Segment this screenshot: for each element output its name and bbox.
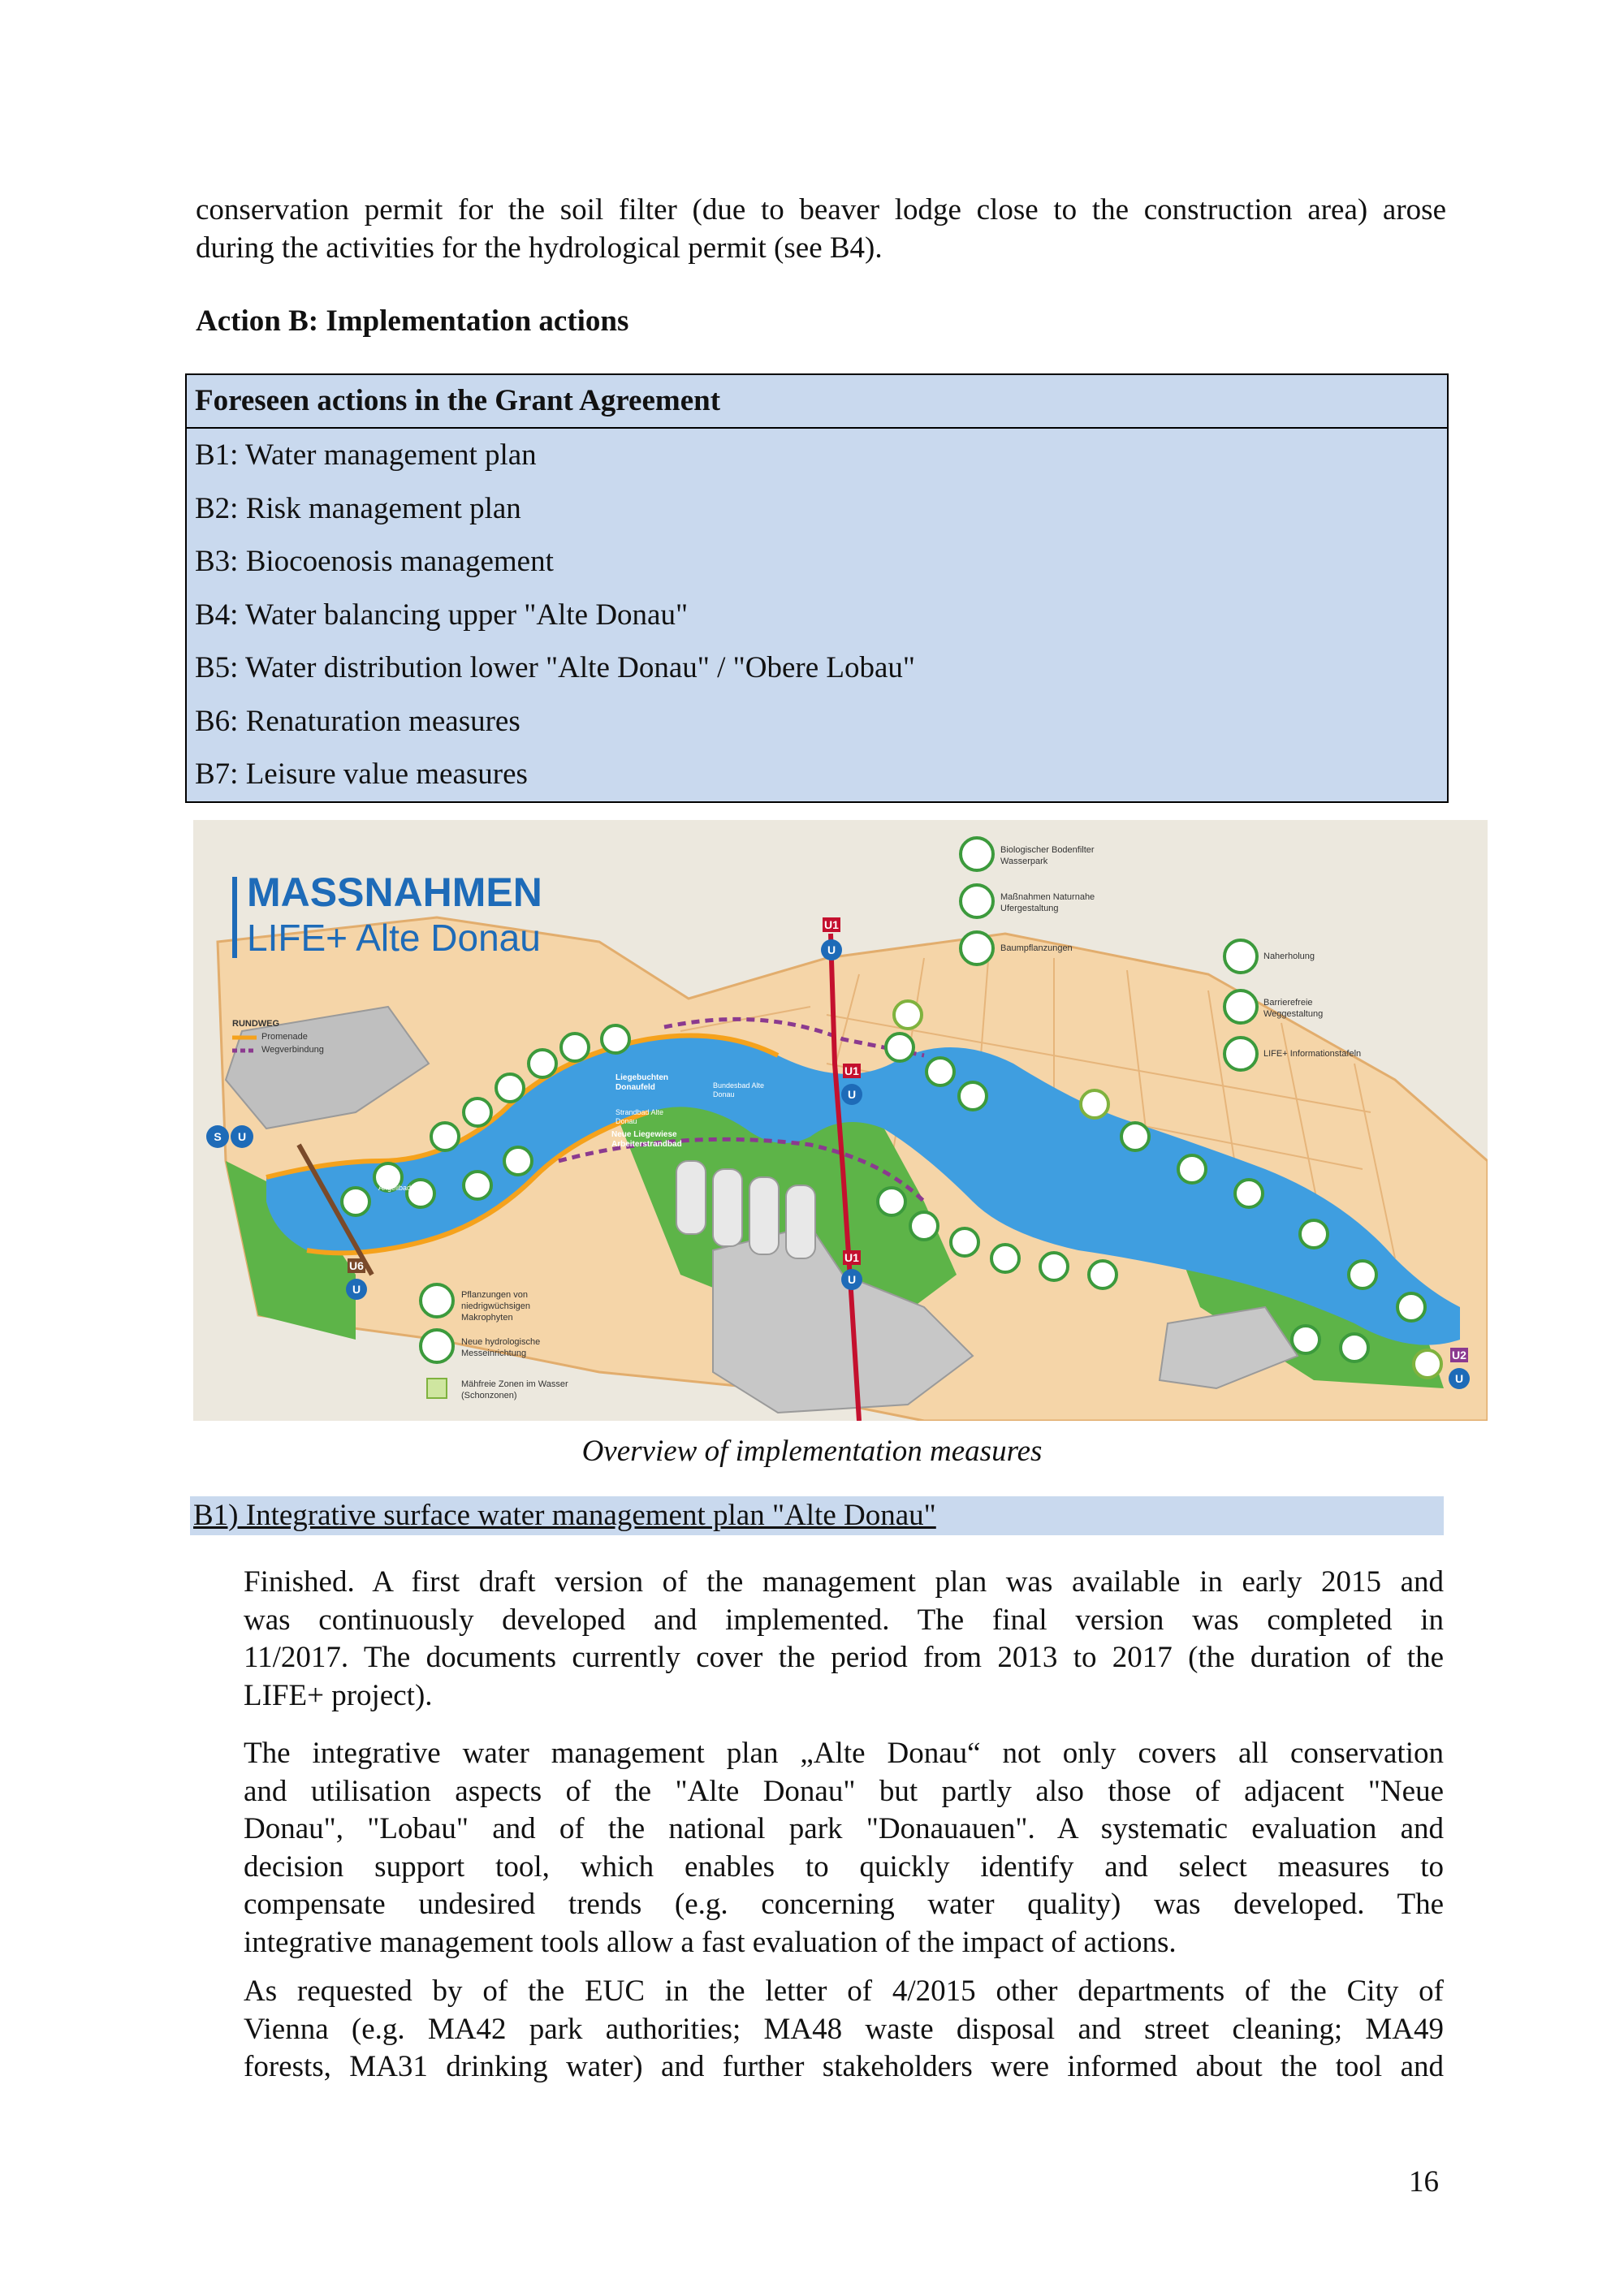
u-badge-left: U: [237, 1130, 247, 1143]
b1-p1-line: Finished. A first draft version of the management plan was available in early 2015 and: [244, 1565, 1444, 1599]
legend-naherholung: Naherholung: [1263, 952, 1315, 961]
u2-badge: U2: [1452, 1349, 1466, 1362]
map-subtitle: LIFE+ Alte Donau: [247, 917, 541, 959]
legend-baumpflanzungen: Baumpflanzungen: [1000, 943, 1073, 953]
legend-schonzonen: Mähfreie Zonen im Wasser (Schonzonen): [461, 1379, 568, 1400]
b1-p2-line: The integrative water management plan „Alte Donau“ not only covers all conservation: [244, 1737, 1444, 1770]
place-label-liegebuchten: Liegebuchten Donaufeld: [615, 1073, 669, 1092]
b1-heading: [190, 1496, 1444, 1535]
b1-p1-line: 11/2017. The documents currently cover the period from 2013 to 2017 (the duration of the: [244, 1641, 1444, 1674]
rundweg-wegverbindung: Wegverbindung: [261, 1045, 324, 1055]
grant-table-row: B5: Water distribution lower "Alte Donau" / "Obere Lobau": [195, 651, 916, 684]
place-label-angelibad: Angelibad: [378, 1184, 412, 1192]
grant-table-row: B7: Leisure value measures: [195, 757, 528, 791]
legend-ufergestaltung: Maßnahmen Naturnahe Ufergestaltung: [1000, 892, 1095, 913]
grant-table-row: B1: Water management plan: [195, 438, 537, 472]
u-badge-mid: U: [847, 1088, 857, 1101]
page-number: 16: [1409, 2165, 1439, 2199]
map-title: MASSNAHMEN: [247, 870, 542, 915]
rundweg-promenade: Promenade: [261, 1032, 308, 1042]
grant-table-row: B3: Biocoenosis management: [195, 545, 554, 578]
b1-p2-line: Donau", "Lobau" and of the national park "Donauauen". A systematic evaluation and: [244, 1812, 1444, 1845]
u1-badge-bottom: U1: [844, 1251, 859, 1264]
measures-map: [193, 820, 1488, 1421]
b1-paragraph-1: [244, 1564, 1444, 1715]
s-badge: S: [214, 1130, 222, 1143]
place-label-strandbad: Strandbad Alte Donau: [615, 1108, 664, 1125]
schonzone-swatch: [427, 1379, 447, 1398]
legend-bodenfilter: Biologischer Bodenfilter Wasserpark: [1000, 845, 1095, 866]
b1-heading-text: B1) Integrative surface water management plan "Alte Donau": [193, 1499, 936, 1532]
b1-p2-line: compensate undesired trends (e.g. concerning water quality) was developed. The: [244, 1888, 1444, 1921]
b1-p2-line: decision support tool, which enables to quickly identify and select measures to: [244, 1849, 1444, 1884]
u6-badge: U6: [349, 1259, 364, 1272]
u-badge-u6: U: [352, 1283, 361, 1296]
intro-line-1: conservation permit for the soil filter (due to beaver lodge close to the construction area) arose: [196, 193, 1446, 227]
grant-table-row: B2: Risk management plan: [195, 491, 521, 525]
action-b-heading: Action B: Implementation actions: [196, 304, 629, 338]
map-caption: Overview of implementation measures: [581, 1435, 1043, 1468]
title-bar: [232, 877, 237, 958]
grant-agreement-table: [185, 373, 1449, 803]
b1-p3-line: forests, MA31 drinking water) and further stakeholders were informed about the tool and: [244, 2050, 1444, 2083]
u-badge-top: U: [827, 943, 836, 956]
b1-p1-line: LIFE+ project).: [244, 1678, 433, 1712]
place-label-bundesbad: Bundesbad Alte Donau: [713, 1081, 765, 1098]
u1-badge-top: U1: [824, 918, 839, 931]
legend-infotafeln: LIFE+ Informationstafeln: [1263, 1049, 1362, 1059]
b1-paragraph-2: [244, 1735, 1444, 1962]
grant-table-row: B4: Water balancing upper "Alte Donau": [195, 598, 689, 632]
b1-p3-line: Vienna (e.g. MA42 park authorities; MA48 waste disposal and street cleaning; MA49: [244, 2012, 1444, 2046]
b1-paragraph-3: [244, 1973, 1444, 2087]
u1-badge-mid: U1: [844, 1064, 859, 1077]
grant-table-row: B6: Renaturation measures: [195, 704, 520, 738]
u-badge-bottom: U: [847, 1273, 857, 1286]
intro-paragraph: [196, 192, 1446, 267]
legend-barrierefrei: Barrierefreie Weggestaltung: [1263, 998, 1324, 1019]
b1-p2-line: integrative management tools allow a fast evaluation of the impact of actions.: [244, 1925, 1177, 1959]
b1-p2-line: and utilisation aspects of the "Alte Donau" but partly also those of adjacent "Neue: [244, 1774, 1444, 1808]
u-badge-u2: U: [1454, 1372, 1464, 1385]
b1-p1-line: was continuously developed and implemented. The final version was completed in: [244, 1603, 1444, 1637]
b1-p3-line: As requested by of the EUC in the letter of 4/2015 other departments of the City of: [244, 1974, 1444, 2008]
place-label-arbeiterstrandbad: Neue Liegewiese Arbeiterstrandbad: [611, 1130, 682, 1149]
intro-line-2: during the activities for the hydrological permit (see B4).: [196, 231, 883, 265]
legend-messeinrichtung: Neue hydrologische Messeinrichtung: [461, 1337, 541, 1358]
grant-table-header: Foreseen actions in the Grant Agreement: [187, 375, 1447, 429]
legend-makrophyten: Pflanzungen von niedrigwüchsigen Makrophyten: [461, 1290, 530, 1323]
rundweg-heading: RUNDWEG: [232, 1019, 280, 1029]
